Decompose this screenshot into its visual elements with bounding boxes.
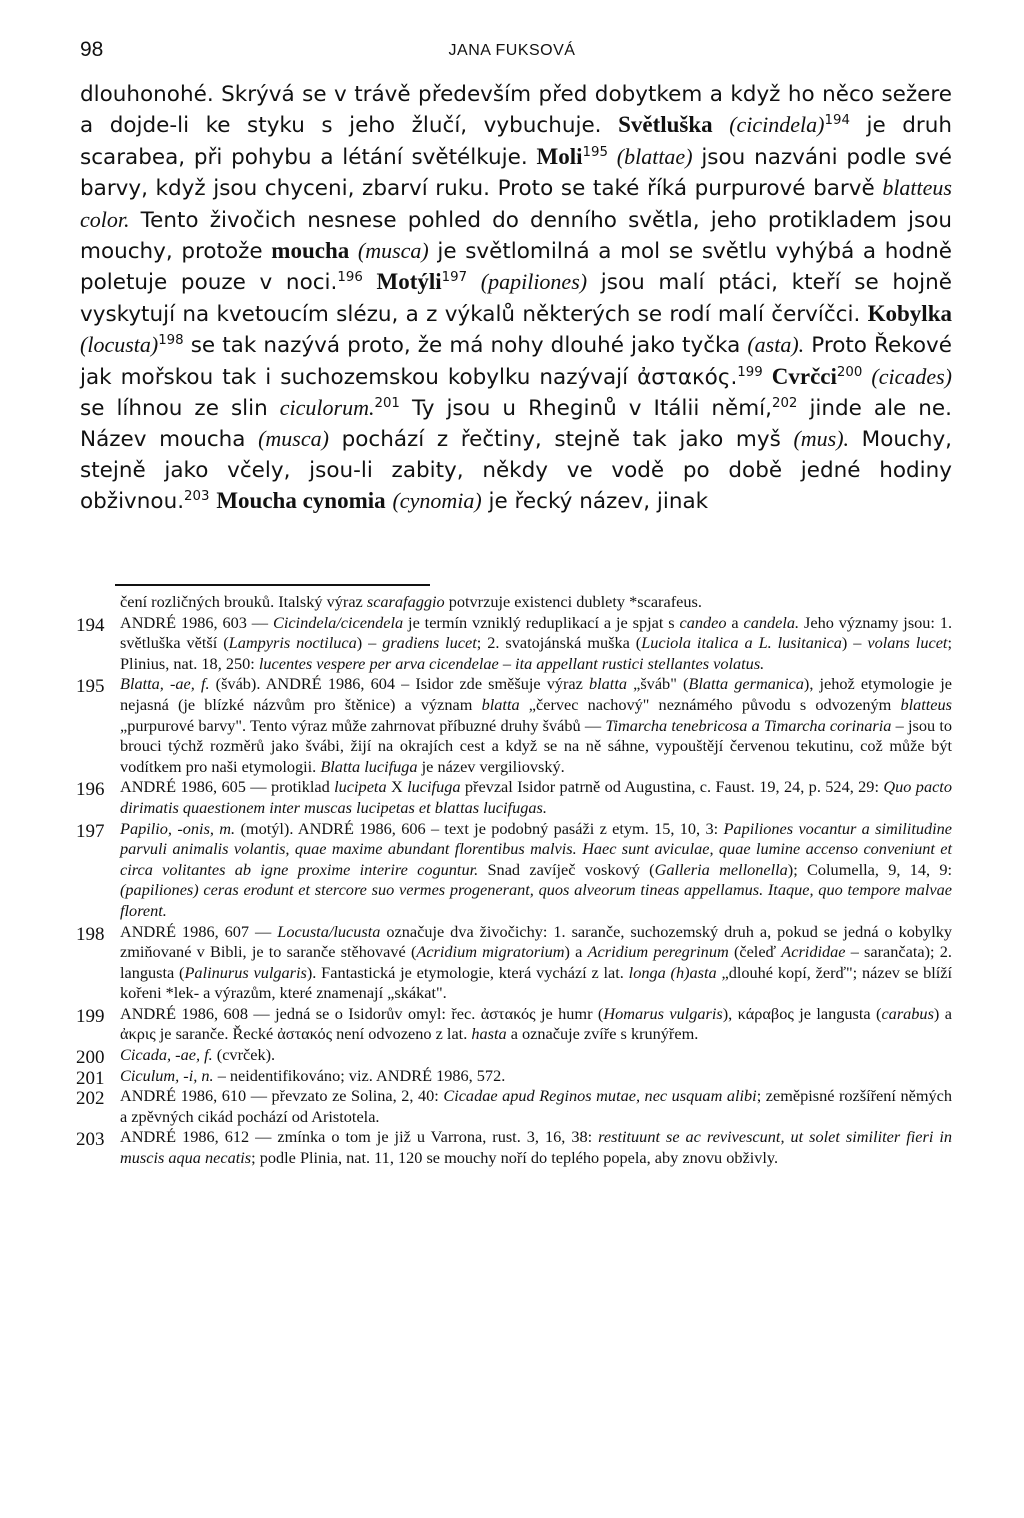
footnote-200: 200 Cicada, -ae, f. (cvrček).	[76, 1045, 276, 1069]
footnote-number: 195	[76, 676, 105, 698]
footnote-198: 198 ANDRÉ 1986, 607 — Locusta/lucusta označuje dva živočichy: 1. saranče, suchozemský druh a, pokud se jedná o kobylky zmiňované v Bibli, je to saranče stěhovavé (Acridium migratorium) a Acridium peregrinum (čeleď Acrididae – sarančata); 2. langusta (Palinurus vulgaris). Fantastická je etymologie, která vychází z lat. longa (h)asta „dlouhé kopí, žerď"; název se blíží kořeni *lek- a výrazům, které znamenají „skákat".	[76, 921, 953, 1003]
footnote-194: 194 ANDRÉ 1986, 603 — Cicindela/cicendela je termín vzniklý reduplikací a je spjat s candeo a candela. Jeho významy jsou: 1. světluška větší (Lampyris noctiluca) – gradiens lucet; 2. svatojánská muška (Luciola italica a L. lusitanica) – volans lucet; Plinius, nat. 18, 250: lucentes vespere per arva cicendelae – ita appellant rustici stellantes volatus.	[76, 612, 953, 673]
footnote-196: 196 ANDRÉ 1986, 605 — protiklad lucipeta X lucifuga převzal Isidor patrně od Augustina, c. Faust. 19, 24, p. 524, 29: Quo pacto dirimatis quaestionem inter muscas lucipetas et blattas lucifugas.	[76, 777, 952, 817]
footnotes	[76, 592, 953, 1169]
footnote-ref: 199	[737, 364, 763, 380]
footnote-ref: 200	[836, 364, 863, 380]
footnote-ref: 198	[158, 333, 184, 349]
footnote-ref: 194	[824, 113, 850, 129]
footnote-number: 202	[76, 1088, 105, 1110]
body-text: dlouhonohé. Skrývá se v trávě především před dobytkem a když ho něco sežere a dojde-li ke styku s jeho žlučí, vybuchuje. Světluška (cicindela)$^{194}$ je druh scarabea, při pohybu a létání světélkuje. Moli$^{195}$ (blattae) jsou nazváni podle své barvy, když jsou chyceni, zbarví ruku. Proto se také říká purpurové barvě blatteus color. Tento živočich nesnese pohled do denního světla, jeho protikladem jsou mouchy, protože moucha (musca) je světlomilná a mol se světlu vyhýbá a hodně poletuje pouze v noci.$^{196}$ Motýli$^{197}$ (papiliones) jsou malí ptáci, kteří se hojně vyskytují na kvetoucím slézu, a z výkalů některých se rodí malí červíčci. Kobylka (locusta)$^{198}$ se tak nazývá proto, že má nohy dlouhé jako tyčka (asta). Proto Řekové jak mořskou tak i suchozemskou kobylku nazývají ἀστακός.$^{199}$ Cvrčci$^{200}$ (cicades) se líhnou ze slin ciculorum.$^{201}$ Ty jsou u Rheginů v Itálii němí,$^{202}$ jinde ale ne. Název moucha (musca) pochází z řečtiny, stejně tak jako myš (mus). Mouchy, stejně jako včely, jsou-li zabity, někdy ve vodě po době jedné hodiny obživnou.$^{203}$ Moucha cynomia (cynomia) je řecký název, jinak	[80, 82, 953, 515]
footnote-ref: 202	[771, 396, 798, 412]
footnote-202: 202 ANDRÉ 1986, 610 — převzato ze Solina, 2, 40: Cicadae apud Reginos mutae, nec usquam alibi; zeměpisné rozšíření němých a zpěvných cikád pochází od Aristotela.	[76, 1086, 953, 1126]
footnote-number: 199	[76, 1005, 105, 1027]
footnote-separator	[115, 584, 430, 586]
footnote-197: 197 Papilio, -onis, m. (motýl). ANDRÉ 1986, 606 – text je podobný pasáži z etym. 15, 10, 3: Papiliones vocantur a similitudine parvuli animalis volantis, quae maxime abundant florentibus malvis. Haec sunt aviculae, quae lumine accenso conveniunt et circa volitantes ab igne proxime interire coguntur. Snad zavíječ voskový (Galleria mellonella); Columella, 9, 14, 9: (papiliones) ceras erodunt et stercore suo vermes progenerant, quos alveorum tineas appellamus. Itaque, quo tempore malvae florent.	[76, 818, 953, 920]
footnote-number: 196	[76, 779, 105, 801]
footnote-ref: 201	[374, 396, 400, 412]
footnote-ref: 197	[441, 270, 468, 286]
footnote-199: 199 ANDRÉ 1986, 608 — jedná se o Isidorův omyl: řec. ἀστακός je humr (Homarus vulgaris), κάραβος je langusta (carabus) a ἀκρις je saranče. Řecké ἀστακός není odvozeno z lat. hasta a označuje zvíře s krunýřem.	[76, 1003, 952, 1044]
footnote-number: 198	[76, 923, 105, 945]
footnote-ref: 195	[582, 144, 608, 160]
footnote-ref: 203	[184, 489, 210, 505]
footnote-195: 195 Blatta, -ae, f. (šváb). ANDRÉ 1986, 604 – Isidor zde směšuje výraz blatta „šváb" (Blatta germanica), jehož etymologie je nejasná (je blízké názvům pro štěnice) a význam blatta „červec nachový" neznámého původu s odvozeným blatteus „purpurové barvy". Tento výraz může zahrnovat příbuzné druhy švábů — Timarcha tenebricosa a Timarcha corinaria – jsou to brouci týchž rozměrů jako švábi, žijí na okrajích cest a když se na ně sáhne, vypouštějí červenou tekutinu, což může být vodítkem pro naši etymologii. Blatta lucifuga je název vergiliovský.	[76, 674, 953, 776]
footnote-continuation: čení rozličných brouků. Italský výraz scarafaggio potvrzuje existenci dublety *scarafeus.	[120, 592, 702, 611]
footnote-number: 200	[76, 1047, 105, 1069]
footnote-number: 201	[76, 1067, 105, 1089]
footnote-ref: 196	[337, 270, 363, 286]
footnote-number: 203	[76, 1129, 105, 1151]
footnote-number: 197	[76, 820, 105, 842]
running-header: JANA FUKSOVÁ	[448, 42, 576, 59]
footnote-203: 203 ANDRÉ 1986, 612 — zmínka o tom je již u Varrona, rust. 3, 16, 38: restituunt se ac revivescunt, ut solet similiter fieri in muscis aqua necatis; podle Plinia, nat. 11, 120 se mouchy noří do teplého popela, aby znovu obživly.	[76, 1127, 953, 1168]
footnote-201: 201 Ciculum, -i, n. – neidentifikováno; viz. ANDRÉ 1986, 572.	[76, 1065, 506, 1089]
footnote-number: 194	[76, 614, 105, 636]
page-number: 98	[80, 38, 104, 61]
